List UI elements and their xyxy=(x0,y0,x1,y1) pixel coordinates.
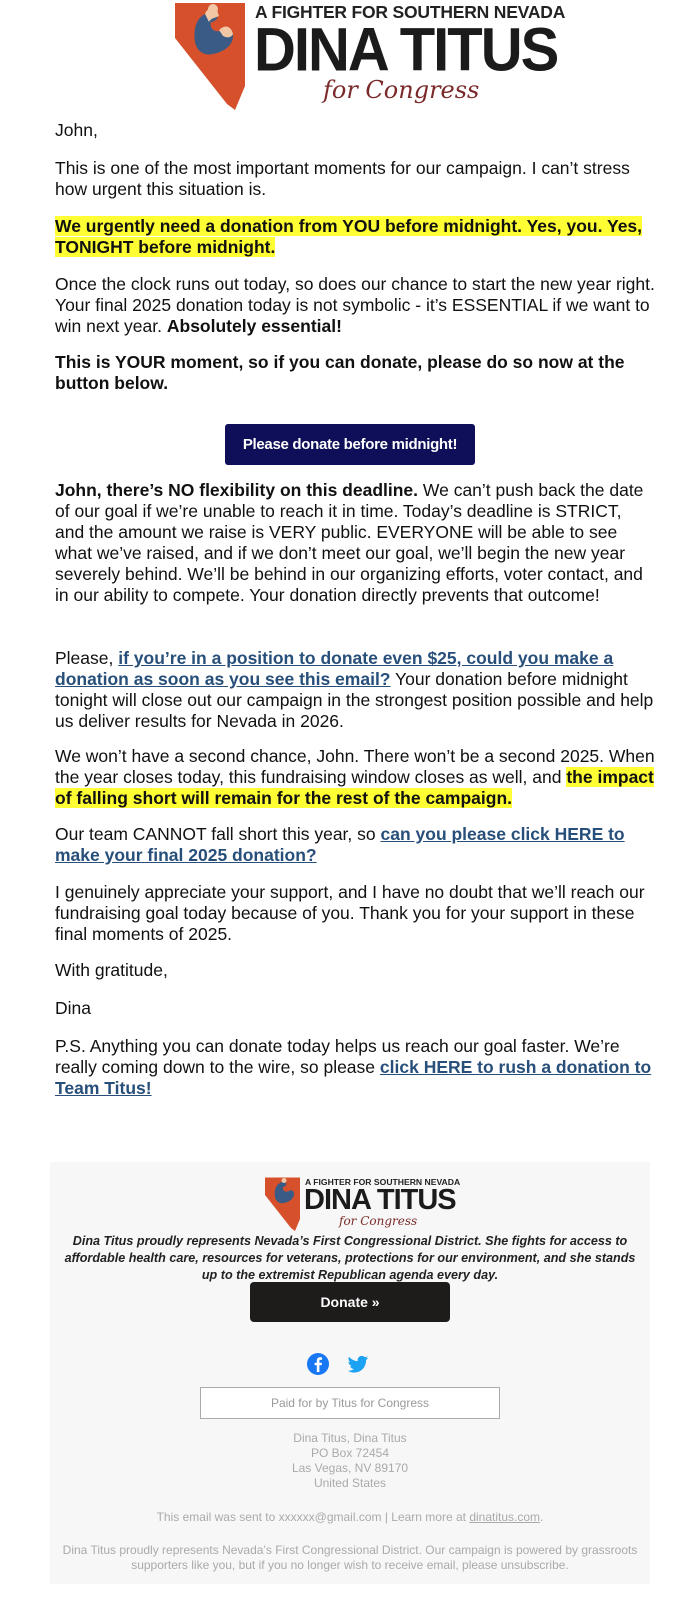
paragraph-2 xyxy=(55,216,655,258)
nevada-fighter-icon xyxy=(175,0,255,112)
nevada-fighter-icon xyxy=(265,1176,305,1232)
postscript: P.S. Anything you can donate today helps us reach our goal faster. We’re really coming down to the wire, so please click HERE to rush a donation to Team Titus! xyxy=(55,1036,652,1098)
donate-before-midnight-button[interactable]: Please donate before midnight! xyxy=(225,424,475,465)
logo-name: DINA TITUS xyxy=(254,15,558,85)
deadline-bold: John, there’s NO flexibility on this deadline. xyxy=(55,480,419,500)
unsubscribe-notice: Dina Titus proudly represents Nevada’s First Congressional District. Our campaign is powered by grassroots supporters like you, but if you no longer wish to receive email, please unsubscribe. xyxy=(62,1543,638,1572)
logo-tagline: A FIGHTER FOR SOUTHERN NEVADA xyxy=(255,2,566,22)
final-donation-link[interactable]: can you please click HERE to make your final 2025 donation? xyxy=(55,824,625,865)
urgent-highlight: We urgently need a donation from YOU before midnight. Yes, you. Yes, TONIGHT before midnight. xyxy=(55,216,643,257)
paragraph-7: We won’t have a second chance, John. There won’t be a second 2025. When the year closes today, this fundraising window closes as well, and the impact of falling short will remain for the rest of the campaign. xyxy=(55,746,655,808)
logo-subtitle: for Congress xyxy=(323,76,480,104)
email-footer xyxy=(50,1162,650,1584)
paragraph-1: This is one of the most important moments for our campaign. I can’t stress how urgent this situation is. xyxy=(55,158,630,199)
impact-highlight: the impact of falling short will remain for the rest of the campaign. xyxy=(55,767,654,808)
paid-for-disclaimer: Paid for by Titus for Congress xyxy=(200,1387,500,1419)
footer-donate-button[interactable]: Donate » xyxy=(250,1282,450,1322)
paragraph-8: Our team CANNOT fall short this year, so can you please click HERE to make your final 2025 donation? xyxy=(55,824,625,865)
paragraph-6: Please, if you’re in a position to donate even $25, could you make a donation as soon as you see this email? Your donation before midnight tonight will close out our campaign in the strongest position possible and help us deliver results for Nevada in 2026. xyxy=(55,648,654,731)
website-link[interactable]: dinatitus.com xyxy=(469,1510,541,1524)
twitter-icon[interactable] xyxy=(346,1352,370,1376)
footer-description: Dina Titus proudly represents Nevada’s First Congressional District. She fights for access to affordable health care, resources for veterans, protections for our environment, and she stands up to the extremist Republican agenda every day. xyxy=(64,1234,636,1282)
paragraph-3: Once the clock runs out today, so does our chance to start the new year right. Your final 2025 donation today is not symbolic - it’s ESSENTIAL if we want to win next year. Absolutely essential! xyxy=(55,274,655,336)
essential-bold: Absolutely essential! xyxy=(166,316,342,336)
sent-to-notice: This email was sent to xxxxxx@gmail.com | Learn more at dinatitus.com. xyxy=(156,1510,544,1524)
rush-donation-link[interactable]: click HERE to rush a donation to Team Titus! xyxy=(55,1057,652,1098)
closing: With gratitude, xyxy=(55,960,168,980)
paragraph-4: This is YOUR moment, so if you can donate, please do so now at the button below. xyxy=(55,352,625,393)
paragraph-5: John, there’s NO flexibility on this deadline. We can’t push back the date of our goal if we’re unable to reach it in time. Today’s deadline is STRICT, and the amount we raise is VERY public. EVERYONE will be able to see what we’ve raised, and if we don’t meet our goal, we’ll begin the new year severely behind. We’ll be behind in our organizing efforts, voter contact, and in our ability to compete. Your donation directly prevents that outcome! xyxy=(55,480,644,605)
donate-25-link[interactable]: if you’re in a position to donate even $25, could you make a donation as soon as you see this email? xyxy=(55,648,614,689)
paragraph-9: I genuinely appreciate your support, and I have no doubt that we’ll reach our fundraising goal today because of you. Thank you for your support in these final moments of 2025. xyxy=(55,882,645,944)
facebook-icon[interactable] xyxy=(306,1352,330,1376)
campaign-logo xyxy=(175,0,566,112)
footer-logo: A FIGHTER FOR SOUTHERN NEVADA DINA TITUS for Congress xyxy=(265,1176,440,1232)
signature: Dina xyxy=(55,998,91,1018)
mailing-address: Dina Titus, Dina Titus PO Box 72454 Las Vegas, NV 89170 United States xyxy=(291,1431,409,1490)
greeting: John, xyxy=(55,120,98,140)
